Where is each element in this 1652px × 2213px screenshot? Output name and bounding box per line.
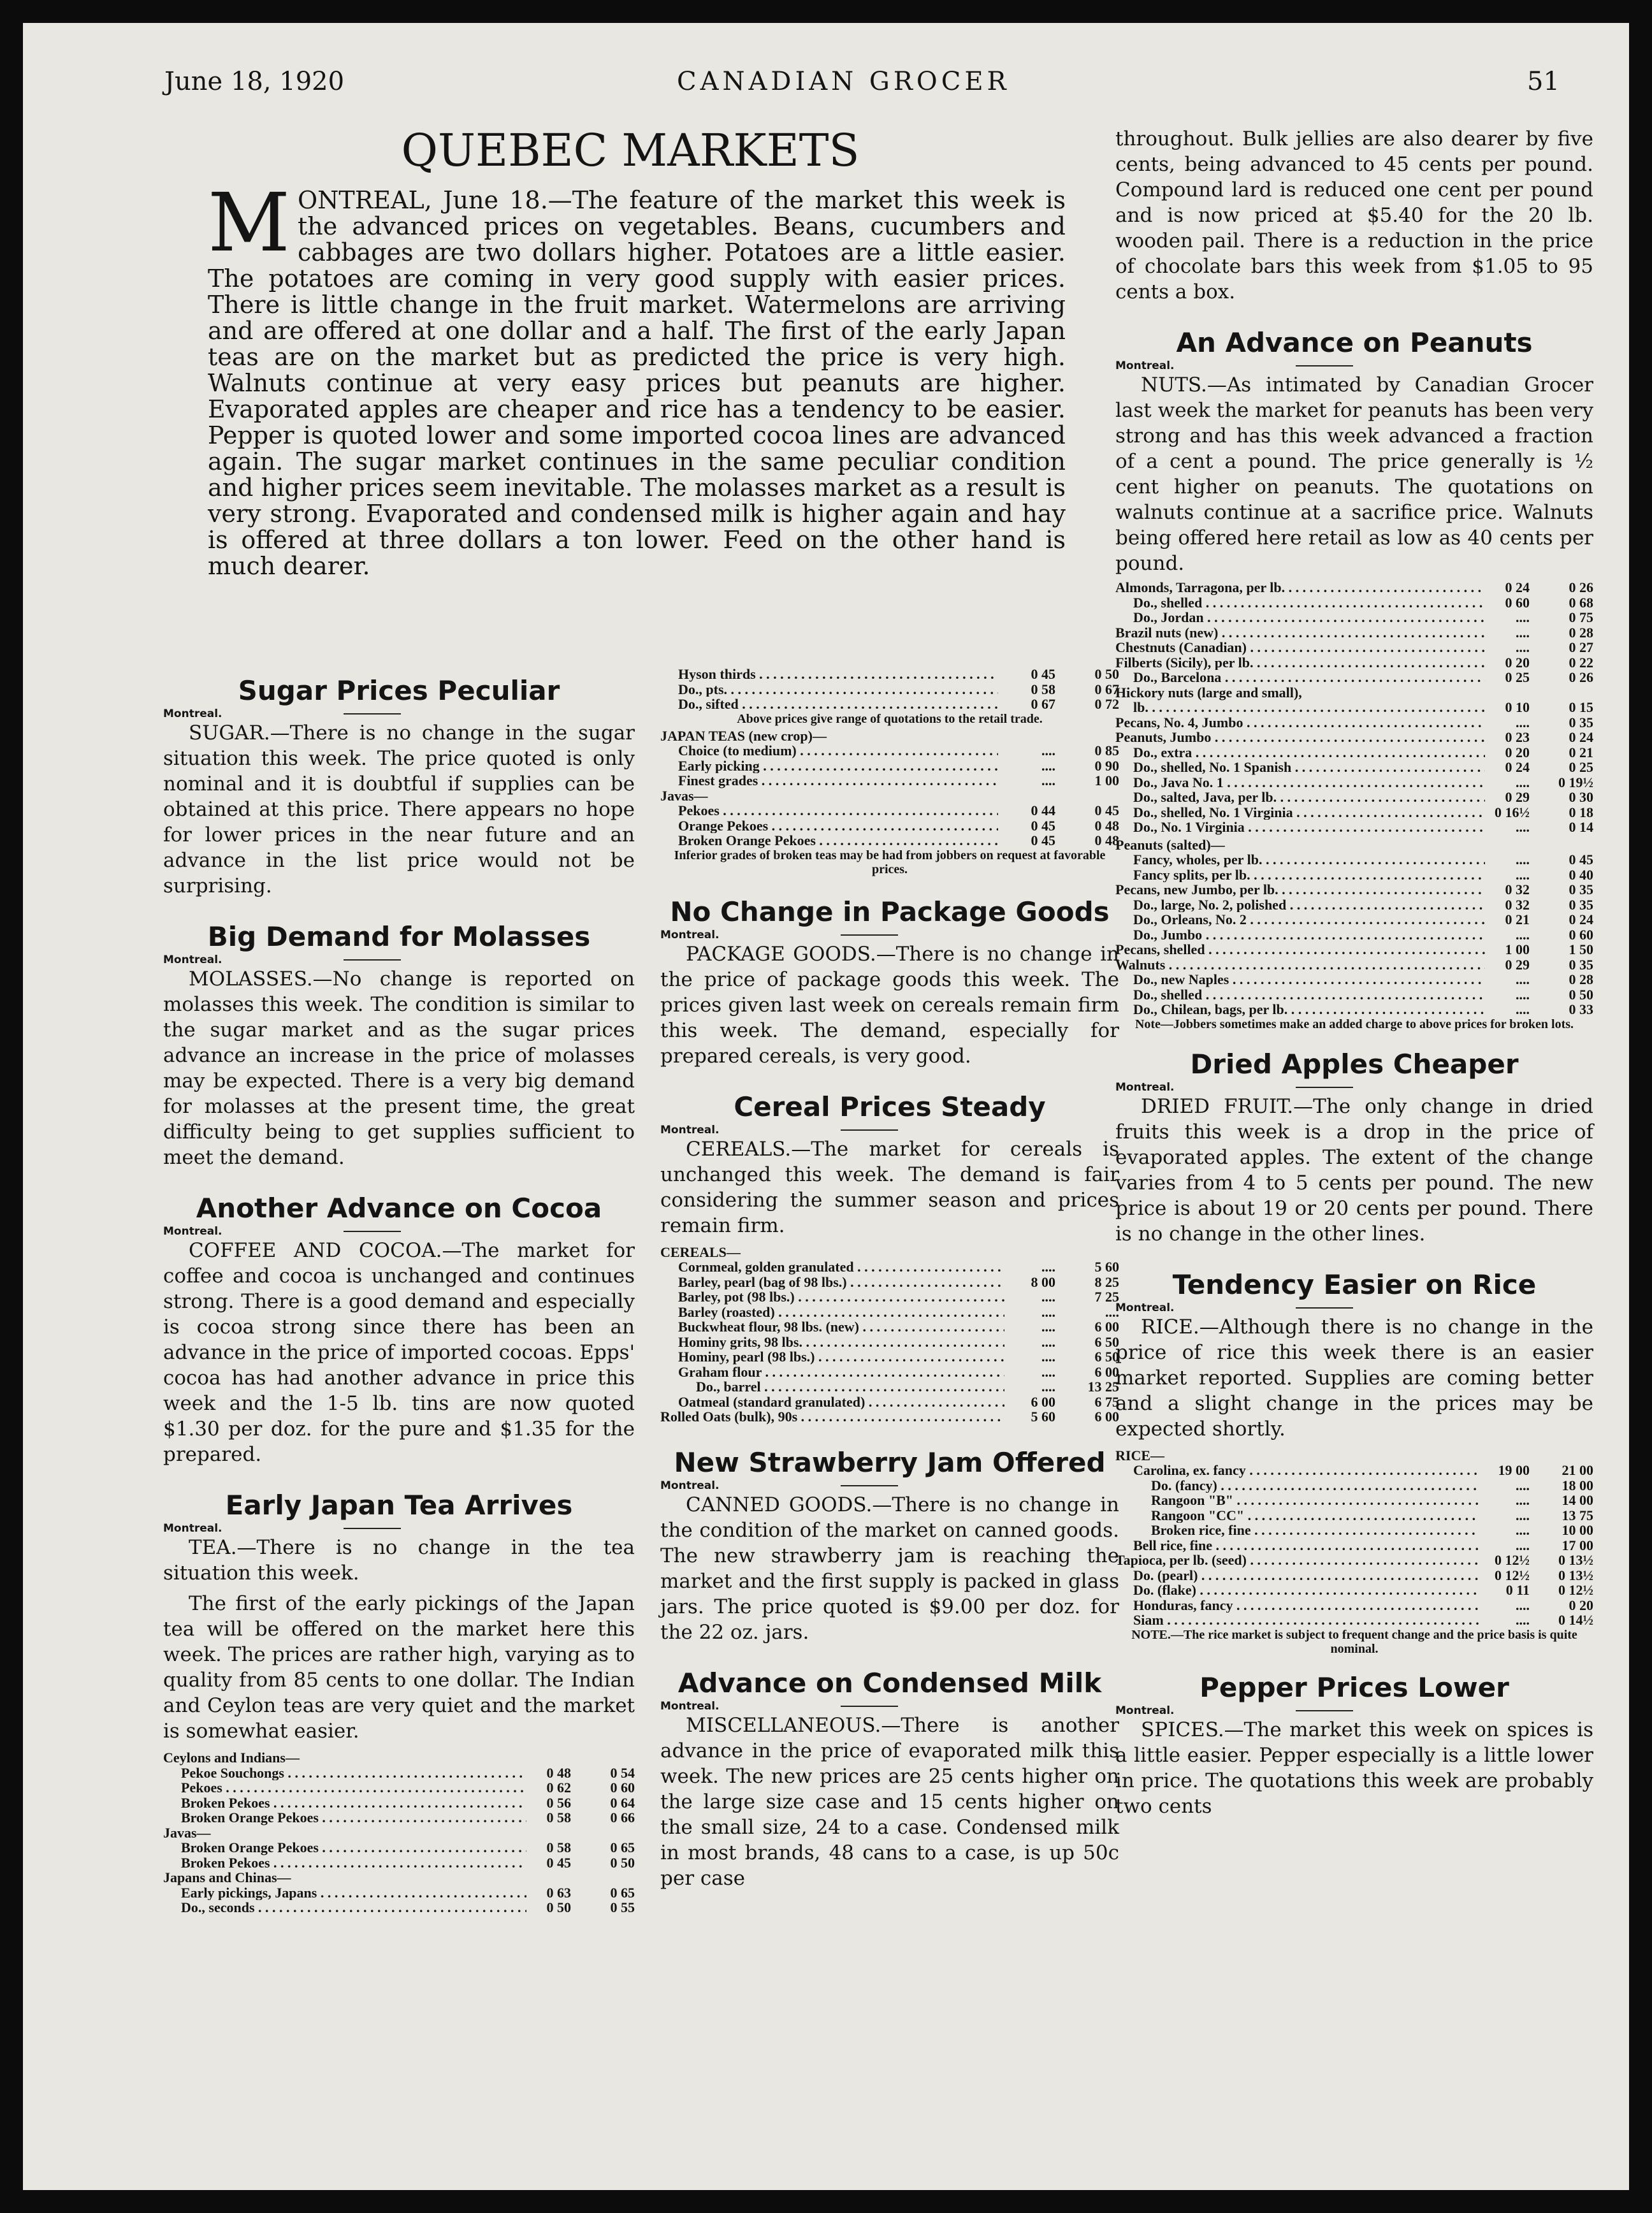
price-row: Do. (pearl) . . . 0 12½ 0 13½ — [1115, 1568, 1593, 1583]
price-row: Almonds, Tarragona, per lb. . . . 0 24 0 26 — [1115, 580, 1593, 595]
apples-text: DRIED FRUIT.—The only change in dried fruits this week is a drop in the price of evaporated apples. The extent of the change varies from 4 to 5 cents per pound. The new price is about 19 or 20 cents per pound. There is no change in the other lines. — [1115, 1094, 1593, 1245]
price-note: Note—Jobbers sometimes make an added charge to above prices for broken lots. — [1134, 1017, 1574, 1031]
price-row: Tapioca, per lb. (seed) . . . 0 12½ 0 13½ — [1115, 1553, 1593, 1568]
price-row: Pekoes . . . 0 62 0 60 — [163, 1780, 635, 1796]
price-row: Rangoon "B" . . . .... 14 00 — [1115, 1493, 1593, 1508]
price-category: Javas— — [163, 1824, 211, 1841]
lead-text: ONTREAL, June 18.—The feature of the market this week is the advanced prices on vegetables. Beans, cucumbers and cabbages are two dollars higher. Potatoes are a little easier. The potatoes are coming in very good supply with easier prices. There is little change in the fruit market. Watermelons are arriving and are offered at one dollar and a half. The first of the early Japan teas are on the market but as predicted the price is very high. Walnuts continue at very easy prices but peanuts are higher. Evaporated apples are cheaper and rice has a tendency to be easier. Pepper is quoted lower and some imported cocoa lines are advanced again. The sugar market continues in the same peculiar condition and higher prices seem inevitable. The molasses market as a result is very strong. Evaporated and condensed milk is higher again and hay is offered at three dollars a ton lower. Feed on the other hand is much dearer. — [208, 186, 1066, 580]
price-row: Buckwheat flour, 98 lbs. (new) . . . .... 6 00 — [660, 1319, 1119, 1335]
price-row: Hyson thirds . . . 0 45 0 50 — [660, 667, 1119, 682]
rice-text: RICE.—Although there is no change in the price of rice this week there is an easier market reported. Supplies are coming better and a slight change in the prices may be expected shortly. — [1115, 1315, 1593, 1440]
molasses-heading: Big Demand for Molasses — [207, 921, 591, 952]
price-row: Early pickings, Japans . . . 0 63 0 65 — [163, 1885, 635, 1901]
cereal-heading: Cereal Prices Steady — [734, 1091, 1046, 1122]
price-category: Ceylons and Indians— — [163, 1750, 300, 1766]
price-row: Barley (roasted) . . . .... .... — [660, 1305, 1119, 1320]
package-dateline: Montreal. — [660, 929, 1119, 941]
price-row: Hominy, pearl (98 lbs.) . . . .... 6 50 — [660, 1349, 1119, 1365]
peanuts-text: NUTS.—As intimated by Canadian Grocer last week the market for peanuts has been very strong and has this week advanced a fraction of a cent a pound. The price generally is ½ cent higher on peanuts. The quotations on walnuts continue at a sacrifice price. Walnuts being offered here retail as low as 40 cents per pound. — [1115, 374, 1593, 575]
sugar-dateline: Montreal. — [163, 707, 635, 720]
price-row: Oatmeal (standard granulated) . . . 6 00 6 75 — [660, 1395, 1119, 1410]
column-1 — [163, 663, 635, 1915]
price-category: Peanuts (salted)— — [1115, 836, 1225, 853]
price-row: Walnuts . . . 0 29 0 35 — [1115, 957, 1593, 973]
price-row: Cornmeal, golden granulated . . . .... 5 60 — [660, 1259, 1119, 1275]
price-row: Hominy grits, 98 lbs. . . . .... 6 50 — [660, 1335, 1119, 1350]
cereal-dateline: Montreal. — [660, 1124, 1119, 1136]
rice-heading: Tendency Easier on Rice — [1172, 1268, 1537, 1300]
price-row: Peanuts, Jumbo . . . 0 23 0 24 — [1115, 730, 1593, 745]
cocoa-text: COFFEE AND COCOA.—The market for coffee and cocoa is unchanged and continues strong. There is a good demand and especially is cocoa strong since there has been an advance in the price of imported cocoas. Epps' cocoa has had another advance in price this week and the 1-5 lb. tins are now quoted $1.30 per doz. for the pure and $1.35 for the prepared. — [163, 1239, 635, 1466]
jam-text: CANNED GOODS.—There is no change in the condition of the market on canned goods. The new strawberry jam is reaching the market and the first supply is packed in glass jars. The price quoted is $9.00 per doz. for the 22 oz. jars. — [660, 1493, 1119, 1644]
column-2 — [660, 667, 1119, 1891]
price-row: Do., pts. . . . 0 58 0 67 — [660, 682, 1119, 697]
price-row: Barley, pearl (bag of 98 lbs.) . . . 8 00 8 25 — [660, 1275, 1119, 1290]
price-row: Pekoe Souchongs . . . 0 48 0 54 — [163, 1766, 635, 1781]
price-row: Do., Jumbo . . . .... 0 60 — [1115, 927, 1593, 943]
price-row: Do., Java No. 1 . . . .... 0 19½ — [1115, 775, 1593, 790]
issue-date: June 18, 1920 — [164, 67, 345, 96]
drop-cap: M — [208, 176, 291, 270]
price-row: Broken Orange Pekoes . . . 0 58 0 66 — [163, 1810, 635, 1825]
price-row: Brazil nuts (new) . . . .... 0 28 — [1115, 625, 1593, 641]
price-row: Rangoon "CC" . . . .... 13 75 — [1115, 1508, 1593, 1523]
price-row: Do., No. 1 Virginia . . . .... 0 14 — [1115, 820, 1593, 835]
price-note: NOTE.—The rice market is subject to frequent change and the price basis is quite nominal. — [1131, 1627, 1577, 1656]
tea-dateline: Montreal. — [163, 1522, 635, 1535]
price-row: Broken Orange Pekoes . . . 0 58 0 65 — [163, 1840, 635, 1855]
price-row: Orange Pekoes . . . 0 45 0 48 — [660, 818, 1119, 834]
price-row: Broken rice, fine . . . .... 10 00 — [1115, 1523, 1593, 1538]
cocoa-heading: Another Advance on Cocoa — [196, 1193, 602, 1224]
price-row: lb. . . . 0 10 0 15 — [1115, 700, 1593, 715]
price-row: Pecans, No. 4, Jumbo . . . .... 0 35 — [1115, 715, 1593, 730]
column-3 — [1115, 126, 1593, 1819]
tea-text-1: TEA.—There is no change in the tea situation this week. — [163, 1536, 635, 1585]
price-row: Do., sifted . . . 0 67 0 72 — [660, 697, 1119, 712]
cocoa-dateline: Montreal. — [163, 1225, 635, 1238]
price-row: Do., large, No. 2, polished . . . 0 32 0 35 — [1115, 897, 1593, 913]
continued-text: throughout. Bulk jellies are also dearer by five cents, being advanced to 45 cents per pound. Compound lard is reduced one cent per pound and is now priced at $5.40 for the 20 lb. wooden pail. There is a reduction in the price of chocolate bars this week from $1.05 to 95 cents a box. — [1115, 127, 1593, 303]
price-row: Do. (fancy) . . . .... 18 00 — [1115, 1478, 1593, 1493]
sugar-heading: Sugar Prices Peculiar — [238, 675, 560, 706]
package-heading: No Change in Package Goods — [670, 896, 1110, 927]
price-row: Barley, pot (98 lbs.) . . . .... 7 25 — [660, 1289, 1119, 1305]
price-row: Do., shelled . . . 0 60 0 68 — [1115, 595, 1593, 611]
price-row: Do., Jordan . . . .... 0 75 — [1115, 610, 1593, 625]
nut-price-list — [1115, 580, 1593, 1031]
price-category: CEREALS— — [660, 1244, 741, 1260]
rice-dateline: Montreal. — [1115, 1302, 1593, 1314]
apples-dateline: Montreal. — [1115, 1081, 1593, 1094]
cereal-text: CEREALS.—The market for cereals is unchanged this week. The demand is fair considering the summer season and prices remain firm. — [660, 1137, 1119, 1237]
rice-price-list — [1115, 1448, 1593, 1656]
price-row: Graham flour . . . .... 6 00 — [660, 1365, 1119, 1380]
price-row: Do. (flake) . . . 0 11 0 12½ — [1115, 1583, 1593, 1598]
cereal-price-list — [660, 1245, 1119, 1425]
peanuts-heading: An Advance on Peanuts — [1176, 327, 1533, 358]
price-row: Do., shelled, No. 1 Spanish . . . 0 24 0 25 — [1115, 760, 1593, 775]
sugar-text: SUGAR.—There is no change in the sugar situation this week. The price quoted is only nominal and it is doubtful if supplies can be obtained at this price. There appears no hope for lower prices in the near future and an advance in the list price would not be surprising. — [163, 722, 635, 897]
price-row: Do., Orleans, No. 2 . . . 0 21 0 24 — [1115, 912, 1593, 927]
tea-price-list — [163, 1750, 635, 1915]
molasses-text: MOLASSES.—No change is reported on molasses this week. The condition is similar to the sugar market and as the sugar prices advance an increase in the price of molasses may be expected. There is a very big demand for molasses at the present time, the great difficulty being to get supplies sufficient to meet the demand. — [163, 968, 635, 1169]
price-row: Early picking . . . .... 0 90 — [660, 758, 1119, 774]
price-row: Broken Orange Pekoes . . . 0 45 0 48 — [660, 833, 1119, 848]
tea-price-list-2 — [660, 667, 1119, 876]
peanuts-dateline: Montreal. — [1115, 359, 1593, 372]
price-note: Above prices give range of quotations to the retail trade. — [737, 711, 1043, 726]
price-category: Hickory nuts (large and small), — [1115, 684, 1302, 700]
price-row: Pekoes . . . 0 44 0 45 — [660, 803, 1119, 818]
price-row: Do., salted, Java, per lb. . . . 0 29 0 30 — [1115, 790, 1593, 805]
price-row: Broken Pekoes . . . 0 45 0 50 — [163, 1855, 635, 1871]
price-row: Do., shelled . . . .... 0 50 — [1115, 987, 1593, 1003]
price-row: Honduras, fancy . . . .... 0 20 — [1115, 1598, 1593, 1613]
magazine-page — [23, 23, 1629, 2190]
magazine-title: CANADIAN GROCER — [677, 67, 1010, 96]
price-category: RICE— — [1115, 1447, 1165, 1463]
price-category: Japans and Chinas— — [163, 1869, 291, 1885]
price-row: Filberts (Sicily), per lb. . . . 0 20 0 22 — [1115, 655, 1593, 671]
price-row: Do., Barcelona . . . 0 25 0 26 — [1115, 670, 1593, 685]
price-category: Javas— — [660, 787, 708, 804]
price-row: Do., extra . . . 0 20 0 21 — [1115, 745, 1593, 760]
price-row: Chestnuts (Canadian) . . . .... 0 27 — [1115, 640, 1593, 655]
price-row: Do., new Naples . . . .... 0 28 — [1115, 972, 1593, 987]
price-row: Broken Pekoes . . . 0 56 0 64 — [163, 1796, 635, 1811]
price-row: Siam . . . .... 0 14½ — [1115, 1613, 1593, 1628]
price-row: Do., barrel . . . .... 13 25 — [660, 1379, 1119, 1395]
price-row: Finest grades . . . .... 1 00 — [660, 773, 1119, 788]
price-note: Inferior grades of broken teas may be had from jobbers on request at favorable prices. — [674, 848, 1106, 876]
price-row: Pecans, shelled . . . 1 00 1 50 — [1115, 942, 1593, 957]
price-row: Rolled Oats (bulk), 90s . . . 5 60 6 00 — [660, 1409, 1119, 1425]
pepper-heading: Pepper Prices Lower — [1199, 1671, 1509, 1703]
price-row: Do., Chilean, bags, per lb. . . . .... 0 33 — [1115, 1002, 1593, 1017]
pepper-dateline: Montreal. — [1115, 1704, 1593, 1717]
page-number: 51 — [1527, 67, 1560, 96]
price-row: Bell rice, fine . . . .... 17 00 — [1115, 1538, 1593, 1553]
price-row: Fancy splits, per lb. . . . .... 0 40 — [1115, 867, 1593, 883]
apples-heading: Dried Apples Cheaper — [1190, 1048, 1519, 1080]
lead-article — [208, 125, 1066, 579]
jam-dateline: Montreal. — [660, 1479, 1119, 1492]
milk-heading: Advance on Condensed Milk — [677, 1667, 1102, 1699]
tea-heading: Early Japan Tea Arrives — [225, 1490, 573, 1521]
tea-text-2: The first of the early pickings of the Japan tea will be offered on the market here this week. The prices are rather high, varying as to quality from 85 cents to one dollar. The Indian and Ceylon teas are very quiet and the market is somewhat easier. — [163, 1592, 635, 1743]
price-row: Do., shelled, No. 1 Virginia . . . 0 16½ 0 18 — [1115, 805, 1593, 820]
price-row: Choice (to medium) . . . .... 0 85 — [660, 743, 1119, 758]
jam-heading: New Strawberry Jam Offered — [674, 1446, 1106, 1478]
pepper-text: SPICES.—The market this week on spices is a little easier. Pepper especially is a little lower in price. The quotations this week are probably two cents — [1115, 1718, 1593, 1818]
molasses-dateline: Montreal. — [163, 954, 635, 966]
milk-dateline: Montreal. — [660, 1700, 1119, 1713]
lead-body — [208, 176, 1066, 580]
price-row: Carolina, ex. fancy . . . 19 00 21 00 — [1115, 1463, 1593, 1478]
price-row: Do., seconds . . . 0 50 0 55 — [163, 1900, 635, 1915]
price-category: JAPAN TEAS (new crop)— — [660, 727, 827, 744]
milk-text: MISCELLANEOUS.—There is another advance in the price of evaporated milk this week. The new prices are 25 cents higher on the large size case and 15 cents higher on the small size, 24 to a case. Condensed milk in most brands, 48 cans to a case, is up 50c per case — [660, 1713, 1119, 1890]
package-text: PACKAGE GOODS.—There is no change in the price of package goods this week. The prices given last week on cereals remain firm this week. The demand, especially for prepared cereals, is very good. — [660, 942, 1119, 1068]
price-row: Fancy, wholes, per lb. . . . .... 0 45 — [1115, 852, 1593, 867]
lead-title: QUEBEC MARKETS — [401, 124, 860, 177]
price-row: Pecans, new Jumbo, per lb. . . . 0 32 0 35 — [1115, 882, 1593, 897]
